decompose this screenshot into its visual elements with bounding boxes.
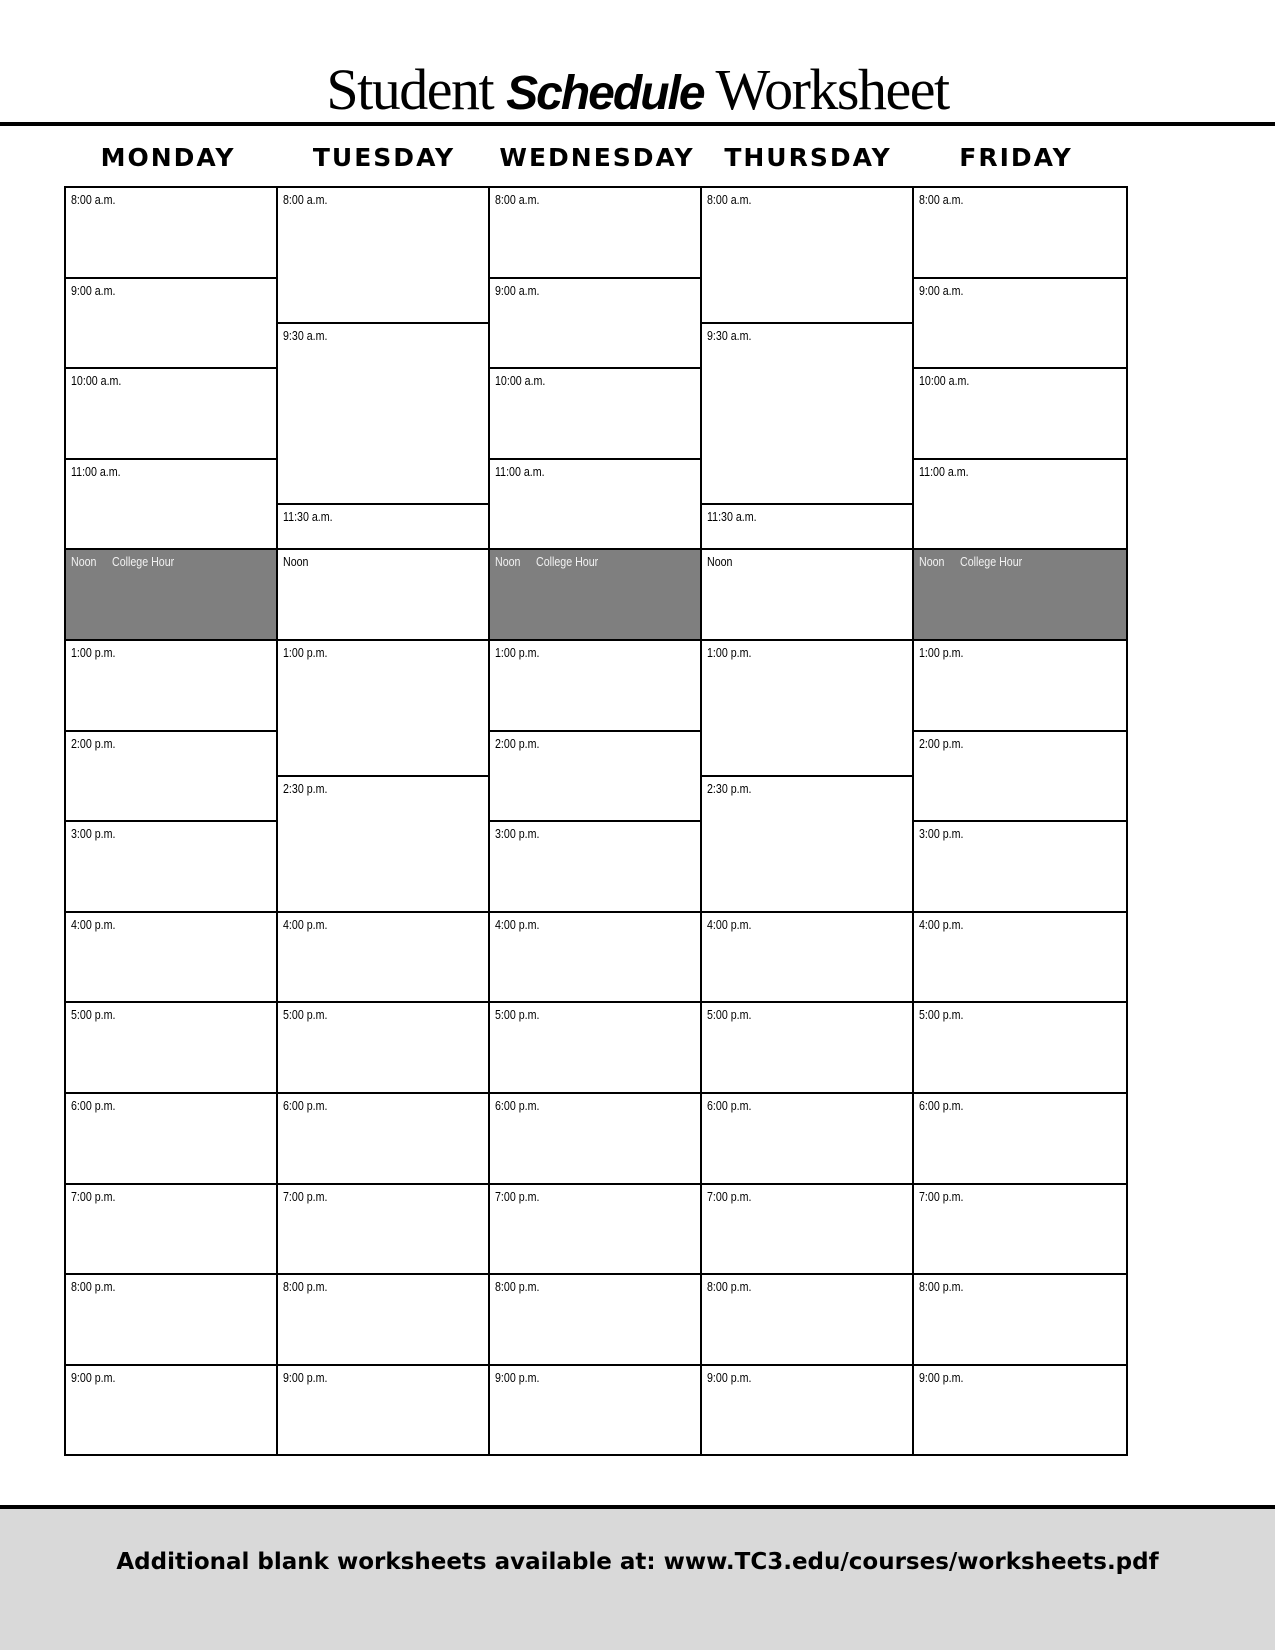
slot-divider (278, 548, 490, 550)
time-slot[interactable] (278, 911, 490, 1002)
time-slot[interactable] (66, 1001, 278, 1092)
time-slot[interactable] (702, 548, 914, 639)
time-slot[interactable] (914, 730, 1126, 821)
slot-divider (490, 277, 702, 279)
slot-time-label: 6:00 p.m. (919, 1098, 964, 1113)
slot-divider (490, 1183, 702, 1185)
column-bottom-border (702, 1454, 914, 1456)
slot-time-label: 1:00 p.m. (919, 645, 964, 660)
time-slot[interactable] (914, 1183, 1126, 1274)
slot-divider (490, 186, 702, 188)
slot-divider (702, 639, 914, 641)
slot-time-label: 11:30 a.m. (283, 509, 333, 525)
slot-divider (66, 820, 278, 822)
slot-divider (702, 1364, 914, 1366)
slot-divider (702, 503, 914, 505)
slot-time-label: 1:00 p.m. (71, 645, 116, 660)
slot-time-label: 10:00 a.m. (919, 373, 970, 389)
slot-note-label: College Hour (536, 554, 599, 570)
time-slot[interactable] (66, 367, 278, 458)
time-slot[interactable] (914, 1092, 1126, 1183)
slot-time-label: Noon (495, 554, 521, 570)
footer (0, 1509, 1275, 1650)
title-word-student: Student (326, 57, 494, 122)
time-slot[interactable] (490, 730, 702, 821)
slot-divider (278, 1364, 490, 1366)
day-column-monday (64, 186, 280, 1456)
slot-divider (702, 1092, 914, 1094)
slot-divider (66, 367, 278, 369)
slot-divider (914, 186, 1126, 188)
title-word-schedule: Schedule (506, 67, 704, 120)
slot-divider (702, 775, 914, 777)
slot-time-label: 8:00 p.m. (707, 1279, 752, 1295)
time-slot[interactable] (490, 1364, 702, 1455)
slot-divider (914, 1183, 1126, 1185)
slot-divider (278, 1183, 490, 1185)
time-slot[interactable] (490, 1001, 702, 1092)
slot-time-label: 10:00 a.m. (495, 373, 546, 389)
time-slot[interactable] (278, 1092, 490, 1183)
slot-time-label: 10:00 a.m. (71, 373, 122, 389)
page-title (0, 52, 1275, 128)
time-slot[interactable] (490, 820, 702, 911)
footer-note: Additional blank worksheets available at: www.TC3.edu/courses/worksheets.pdf (116, 1549, 1159, 1575)
slot-time-label: 9:00 a.m. (919, 282, 964, 298)
slot-divider (702, 548, 914, 550)
time-slot[interactable] (702, 1092, 914, 1183)
slot-divider (66, 1273, 278, 1275)
slot-time-label: 9:30 a.m. (707, 327, 752, 343)
time-slot[interactable] (490, 277, 702, 368)
day-header-thursday: THURSDAY (724, 143, 892, 172)
slot-time-label: 2:00 p.m. (71, 735, 116, 751)
time-slot[interactable] (278, 1273, 490, 1364)
slot-time-label: 5:00 p.m. (283, 1007, 328, 1023)
slot-time-label: 7:00 p.m. (495, 1188, 540, 1204)
slot-time-label: 8:00 p.m. (495, 1279, 540, 1295)
slot-time-label: 7:00 p.m. (919, 1188, 964, 1204)
slot-time-label: 11:30 a.m. (707, 509, 757, 525)
slot-time-label: 11:00 a.m. (919, 463, 969, 479)
time-slot[interactable] (702, 911, 914, 1002)
slot-time-label: 6:00 p.m. (283, 1098, 328, 1113)
slot-divider (66, 277, 278, 279)
time-slot[interactable] (702, 775, 914, 911)
slot-divider (66, 1183, 278, 1185)
slot-time-label: 9:00 p.m. (283, 1369, 328, 1385)
slot-divider (914, 1092, 1126, 1094)
slot-time-label: 5:00 p.m. (495, 1007, 540, 1023)
time-slot[interactable] (914, 639, 1126, 730)
time-slot[interactable] (278, 1001, 490, 1092)
title-word-worksheet: Worksheet (715, 57, 949, 122)
slot-divider (278, 186, 490, 188)
slot-time-label: 9:00 a.m. (495, 282, 540, 298)
time-slot[interactable] (278, 775, 490, 911)
slot-divider (914, 1001, 1126, 1003)
slot-time-label: 7:00 p.m. (71, 1188, 116, 1204)
slot-time-label: 8:00 a.m. (495, 192, 540, 207)
time-slot[interactable] (914, 1273, 1126, 1364)
slot-time-label: 6:00 p.m. (707, 1098, 752, 1113)
slot-divider (66, 1364, 278, 1366)
time-slot[interactable] (278, 503, 490, 548)
slot-divider (66, 911, 278, 913)
slot-divider (278, 1001, 490, 1003)
day-header-tuesday: TUESDAY (312, 143, 456, 172)
slot-divider (702, 1273, 914, 1275)
slot-divider (702, 1183, 914, 1185)
slot-divider (490, 639, 702, 641)
slot-time-label: 8:00 p.m. (919, 1279, 964, 1295)
time-slot[interactable] (490, 1092, 702, 1183)
time-slot[interactable] (66, 820, 278, 911)
slot-divider (278, 322, 490, 324)
slot-time-label: 5:00 p.m. (707, 1007, 752, 1023)
time-slot[interactable] (66, 730, 278, 821)
slot-divider (66, 1092, 278, 1094)
column-bottom-border (66, 1454, 278, 1456)
time-slot[interactable] (490, 186, 702, 277)
slot-time-label: Noon (919, 554, 945, 570)
time-slot[interactable] (278, 186, 490, 322)
day-column-wednesday (488, 186, 704, 1456)
slot-divider (702, 911, 914, 913)
slot-time-label: Noon (707, 554, 733, 570)
slot-time-label: 8:00 p.m. (71, 1279, 116, 1295)
day-header-monday: MONDAY (100, 143, 236, 172)
slot-divider (914, 820, 1126, 822)
slot-time-label: 9:00 p.m. (919, 1369, 964, 1385)
time-slot[interactable] (490, 911, 702, 1002)
time-slot[interactable] (66, 1092, 278, 1183)
slot-divider (490, 1092, 702, 1094)
slot-time-label: 2:00 p.m. (495, 735, 540, 751)
slot-time-label: 5:00 p.m. (919, 1007, 964, 1023)
slot-divider (278, 911, 490, 913)
time-slot[interactable] (914, 820, 1126, 911)
time-slot[interactable] (914, 1364, 1126, 1455)
slot-time-label: 11:00 a.m. (71, 463, 121, 479)
title-divider (0, 122, 1275, 126)
time-slot[interactable] (278, 1183, 490, 1274)
time-slot[interactable] (66, 548, 278, 639)
time-slot[interactable] (490, 1273, 702, 1364)
slot-time-label: 2:00 p.m. (919, 735, 964, 751)
slot-divider (278, 639, 490, 641)
slot-divider (914, 548, 1126, 550)
slot-divider (66, 186, 278, 188)
time-slot[interactable] (914, 548, 1126, 639)
slot-time-label: 4:00 p.m. (919, 916, 964, 932)
time-slot[interactable] (702, 639, 914, 775)
slot-time-label: 1:00 p.m. (283, 645, 328, 660)
slot-divider (66, 458, 278, 460)
slot-time-label: 7:00 p.m. (283, 1188, 328, 1204)
time-slot[interactable] (66, 277, 278, 368)
slot-time-label: 8:00 a.m. (919, 192, 964, 207)
time-slot[interactable] (914, 277, 1126, 368)
slot-time-label: 3:00 p.m. (71, 826, 116, 842)
time-slot[interactable] (702, 1273, 914, 1364)
slot-divider (490, 367, 702, 369)
time-slot[interactable] (278, 548, 490, 639)
slot-divider (278, 503, 490, 505)
slot-time-label: 6:00 p.m. (71, 1098, 116, 1113)
slot-divider (914, 1364, 1126, 1366)
slot-divider (66, 548, 278, 550)
slot-time-label: Noon (283, 554, 309, 570)
time-slot[interactable] (914, 458, 1126, 549)
time-slot[interactable] (278, 1364, 490, 1455)
time-slot[interactable] (702, 503, 914, 548)
slot-divider (914, 367, 1126, 369)
time-slot[interactable] (490, 639, 702, 730)
slot-time-label: 4:00 p.m. (707, 916, 752, 932)
time-slot[interactable] (702, 186, 914, 322)
time-slot[interactable] (490, 367, 702, 458)
slot-divider (490, 548, 702, 550)
slot-note-label: College Hour (960, 554, 1023, 570)
day-header-wednesday: WEDNESDAY (499, 143, 695, 172)
slot-divider (278, 775, 490, 777)
column-bottom-border (490, 1454, 702, 1456)
slot-divider (66, 639, 278, 641)
time-slot[interactable] (914, 911, 1126, 1002)
slot-time-label: 8:00 a.m. (283, 192, 328, 207)
slot-divider (914, 639, 1126, 641)
slot-time-label: 11:00 a.m. (495, 463, 545, 479)
time-slot[interactable] (278, 322, 490, 503)
slot-divider (914, 458, 1126, 460)
slot-divider (490, 1273, 702, 1275)
slot-time-label: 2:30 p.m. (707, 780, 752, 796)
slot-time-label: 4:00 p.m. (283, 916, 328, 932)
time-slot[interactable] (66, 1183, 278, 1274)
time-slot[interactable] (702, 1001, 914, 1092)
slot-time-label: 1:00 p.m. (707, 645, 752, 660)
time-slot[interactable] (490, 548, 702, 639)
slot-time-label: 3:00 p.m. (919, 826, 964, 842)
slot-time-label: 2:30 p.m. (283, 780, 328, 796)
slot-time-label: 9:00 p.m. (707, 1369, 752, 1385)
slot-time-label: 9:00 p.m. (495, 1369, 540, 1385)
slot-divider (490, 1001, 702, 1003)
slot-divider (914, 1273, 1126, 1275)
slot-divider (490, 730, 702, 732)
time-slot[interactable] (490, 1183, 702, 1274)
day-column-tuesday (276, 186, 492, 1456)
slot-time-label: 7:00 p.m. (707, 1188, 752, 1204)
slot-time-label: 6:00 p.m. (495, 1098, 540, 1113)
day-column-thursday (700, 186, 916, 1456)
time-slot[interactable] (702, 1364, 914, 1455)
slot-divider (66, 730, 278, 732)
time-slot[interactable] (702, 1183, 914, 1274)
time-slot[interactable] (278, 639, 490, 775)
slot-divider (278, 1273, 490, 1275)
day-column-friday (912, 186, 1128, 1456)
slot-divider (702, 322, 914, 324)
time-slot[interactable] (66, 1273, 278, 1364)
column-bottom-border (278, 1454, 490, 1456)
slot-divider (490, 820, 702, 822)
slot-divider (914, 911, 1126, 913)
time-slot[interactable] (914, 1001, 1126, 1092)
day-header-friday: FRIDAY (959, 143, 1073, 172)
slot-time-label: 8:00 a.m. (707, 192, 752, 207)
slot-divider (914, 730, 1126, 732)
slot-divider (914, 277, 1126, 279)
slot-time-label: 9:00 a.m. (71, 282, 116, 298)
slot-divider (490, 911, 702, 913)
time-slot[interactable] (66, 1364, 278, 1455)
slot-note-label: College Hour (112, 554, 175, 570)
time-slot[interactable] (914, 367, 1126, 458)
slot-divider (278, 1092, 490, 1094)
slot-time-label: 4:00 p.m. (495, 916, 540, 932)
slot-time-label: 5:00 p.m. (71, 1007, 116, 1023)
slot-time-label: 9:00 p.m. (71, 1369, 116, 1385)
column-bottom-border (914, 1454, 1126, 1456)
time-slot[interactable] (702, 322, 914, 503)
time-slot[interactable] (66, 458, 278, 549)
time-slot[interactable] (914, 186, 1126, 277)
time-slot[interactable] (66, 639, 278, 730)
slot-time-label: 8:00 p.m. (283, 1279, 328, 1295)
slot-time-label: 9:30 a.m. (283, 327, 328, 343)
slot-time-label: 4:00 p.m. (71, 916, 116, 932)
slot-divider (66, 1001, 278, 1003)
slot-time-label: Noon (71, 554, 97, 570)
time-slot[interactable] (66, 911, 278, 1002)
time-slot[interactable] (490, 458, 702, 549)
slot-divider (702, 1001, 914, 1003)
time-slot[interactable] (66, 186, 278, 277)
slot-divider (490, 458, 702, 460)
slot-time-label: 8:00 a.m. (71, 192, 116, 207)
slot-time-label: 3:00 p.m. (495, 826, 540, 842)
slot-time-label: 1:00 p.m. (495, 645, 540, 660)
slot-divider (702, 186, 914, 188)
slot-divider (490, 1364, 702, 1366)
